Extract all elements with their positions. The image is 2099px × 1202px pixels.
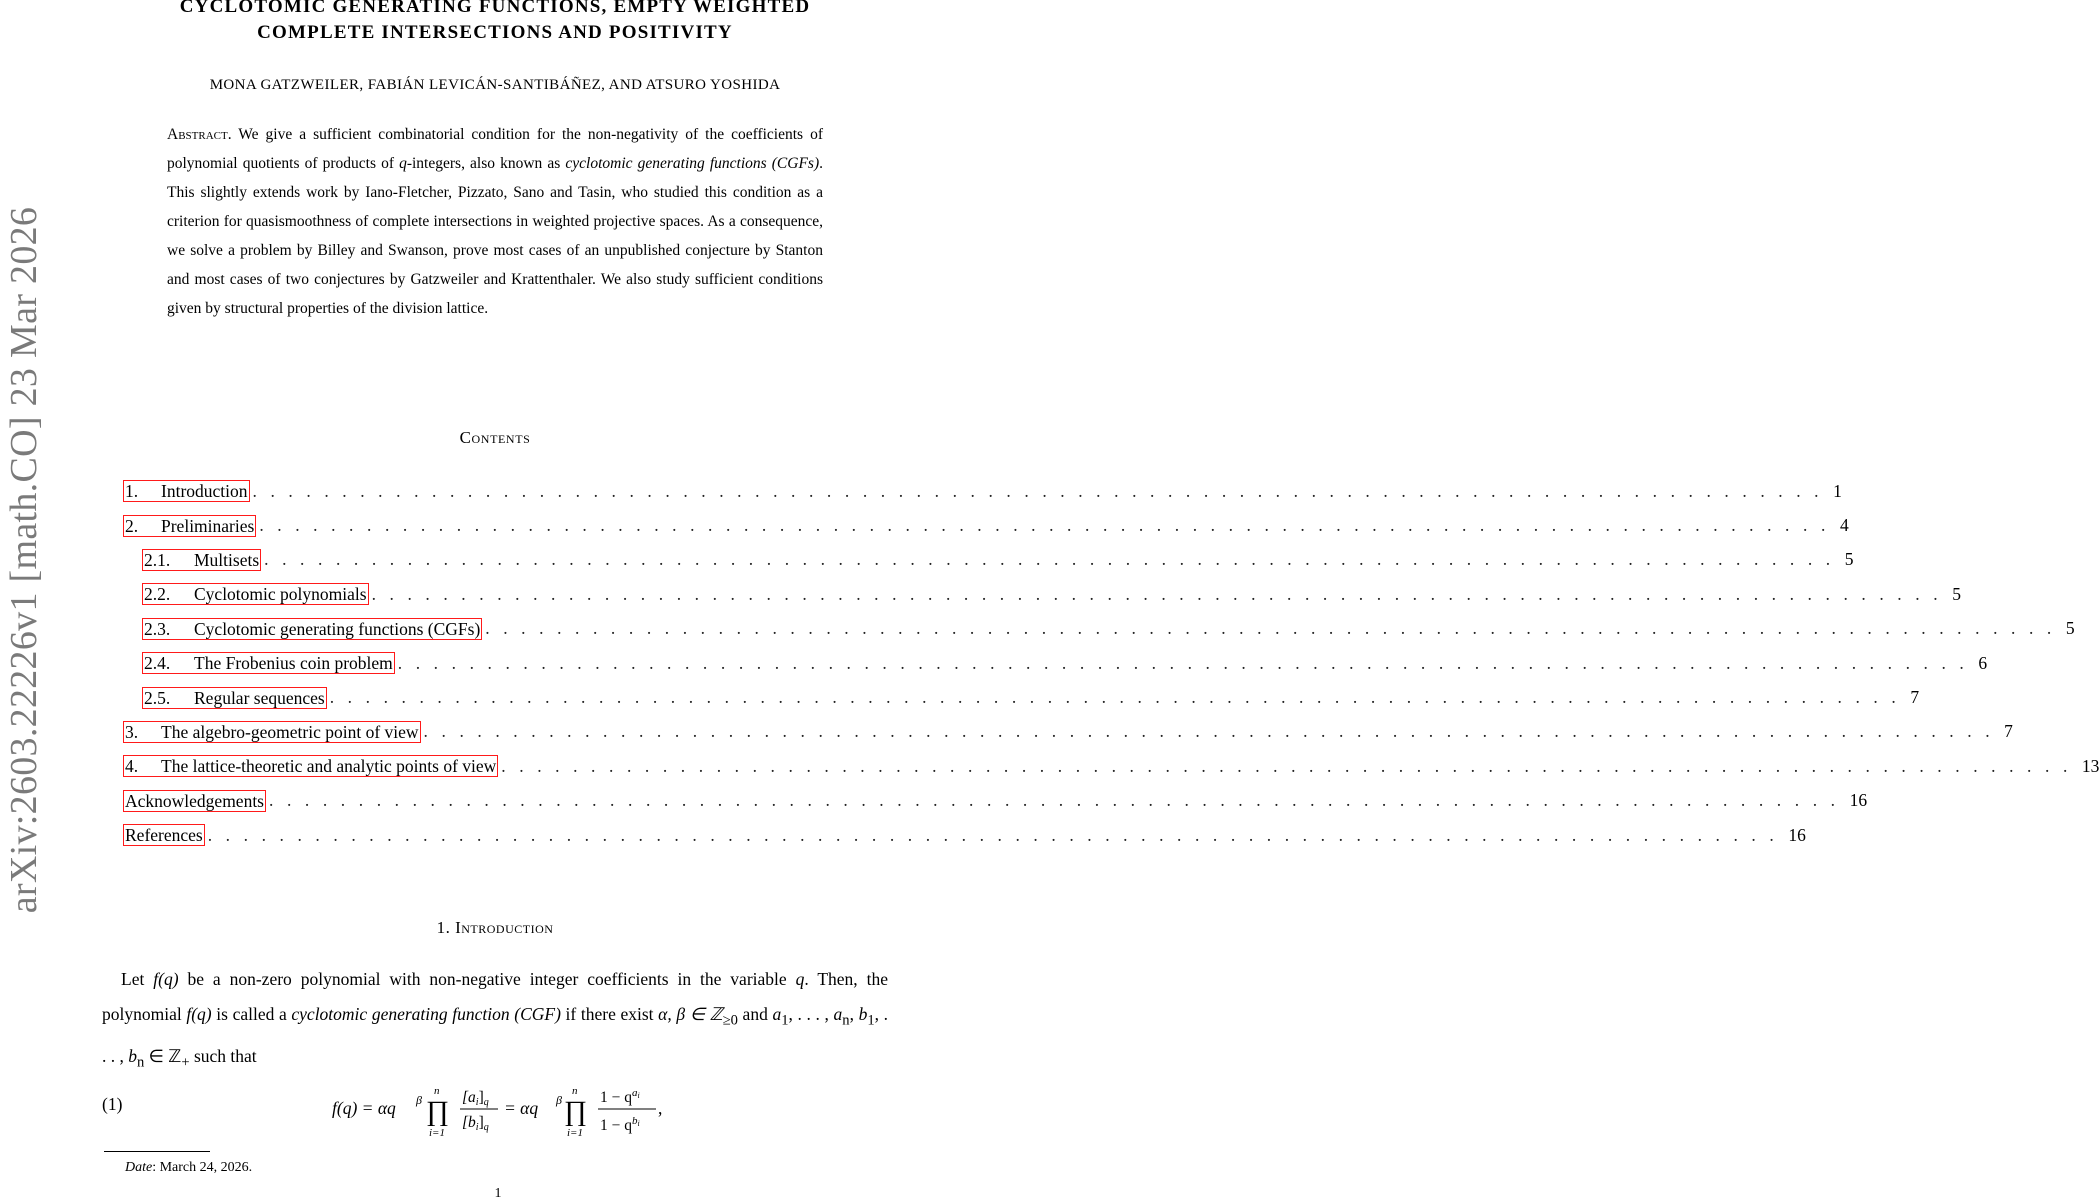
eq-product-symbol-2: ∏	[564, 1096, 588, 1127]
equation-label: (1)	[102, 1094, 123, 1114]
eq-numerator-2: $1 - q^ai$	[600, 1087, 640, 1106]
intro-math: b	[128, 1045, 137, 1066]
dot-leader: . . . . . . . . . . . . . . . . . . . . . . . . . . . . . . . . . . . . . . . . . . . . . . . . . . . . . . . . . . . . . . . . . . . . . . . . . . . . . . . . . . . . . . . .	[501, 755, 2072, 776]
toc-link-references[interactable]	[123, 824, 205, 846]
eq-product-symbol: ∏	[426, 1096, 450, 1127]
abstract-text-b: -integers, also known as	[406, 155, 566, 172]
intro-math: , . . . ,	[102, 1004, 889, 1066]
toc-link-multisets[interactable]	[142, 549, 261, 571]
toc-row	[123, 577, 1961, 611]
arxiv-identifier: arXiv:2603.22226v1 [math.CO] 23 Mar 2026	[3, 206, 45, 914]
toc-title: References	[125, 825, 203, 846]
toc-page-number: 1	[1833, 480, 1842, 501]
footnote-date	[125, 1160, 252, 1176]
eq-comma: ,	[658, 1098, 663, 1118]
paper-title-line-1: CYCLOTOMIC GENERATING FUNCTIONS, EMPTY WEIGHTED	[179, 0, 811, 17]
dot-leader: . . . . . . . . . . . . . . . . . . . . . . . . . . . . . . . . . . . . . . . . . . . . . . . . . . . . . . . . . . . . . . . . . . . . . . . . . . . . . . . . . . . . . . . .	[485, 618, 2056, 639]
abstract-text-c: . This slightly extends work by Iano-Fletcher, Pizzato, Sano and Tasin, who studied this condition as a criterion for quasismoothness of complete intersections in weighted projective spaces. As a consequence, we solve a problem by Billey and Swanson, prove most cases of an unpublished conjecture by Stanton and most cases of two conjectures by Gatzweiler and Krattenthaler. We also study sufficient conditions given by structural properties of the division lattice.	[167, 155, 823, 317]
toc-row	[123, 818, 1806, 852]
toc-page-number: 5	[2065, 618, 2075, 639]
section-title: Introduction	[455, 918, 554, 937]
toc-title: Regular sequences	[194, 687, 325, 708]
section-number: 1.	[436, 918, 451, 937]
intro-text: is called a	[211, 1004, 292, 1024]
intro-math-sub: +	[181, 1054, 190, 1070]
toc-title: Cyclotomic polynomials	[194, 584, 367, 605]
dot-leader: . . . . . . . . . . . . . . . . . . . . . . . . . . . . . . . . . . . . . . . . . . . . . . . . . . . . . . . . . . . . . . . . . . . . . . . . . . . . . . . . . . . . . . . .	[259, 515, 1830, 536]
eq-denominator-1: [bi]q	[462, 1114, 489, 1133]
toc-number: 2.3.	[144, 618, 171, 639]
toc-number: 4.	[125, 756, 139, 777]
eq-middle: = αq	[504, 1098, 539, 1118]
footnote-rule	[104, 1151, 210, 1152]
toc-title: Acknowledgements	[125, 790, 264, 811]
dot-leader: . . . . . . . . . . . . . . . . . . . . . . . . . . . . . . . . . . . . . . . . . . . . . . . . . . . . . . . . . . . . . . . . . . . . . . . . . . . . . . . . . . . . . . . .	[264, 549, 1835, 570]
toc-title: Preliminaries	[161, 515, 255, 536]
eq-beta-exponent: β	[416, 1093, 422, 1107]
toc-title: The algebro-geometric point of view	[161, 721, 419, 742]
toc-page-number: 7	[1910, 687, 1920, 708]
toc-row	[123, 680, 1920, 714]
eq-product-upper-2: n	[572, 1085, 578, 1097]
toc-link-introduction[interactable]	[123, 480, 250, 502]
eq-lhs: f(q) = αq	[332, 1098, 396, 1118]
abstract-cgf-term: cyclotomic generating functions (CGFs)	[565, 155, 820, 172]
toc-link-lattice-theoretic[interactable]	[123, 755, 498, 777]
toc-row	[123, 508, 1849, 542]
intro-math: f(q)	[153, 969, 179, 989]
toc-link-cyclotomic-polynomials[interactable]	[142, 583, 369, 605]
toc-number: 3.	[125, 721, 139, 742]
intro-math-sub: 1	[867, 1012, 875, 1029]
eq-product-lower: i=1	[429, 1127, 445, 1139]
toc-row	[123, 784, 1868, 818]
intro-text: . Then, the polynomial	[102, 969, 888, 1024]
section-heading-introduction	[100, 918, 890, 938]
intro-math: a	[833, 1004, 843, 1024]
toc-link-frobenius-coin-problem[interactable]	[142, 652, 395, 674]
table-of-contents	[123, 474, 2099, 852]
toc-number: 2.	[125, 515, 139, 536]
toc-row	[123, 749, 2099, 783]
intro-math: ∈ ℤ	[144, 1045, 182, 1066]
equation-formula	[332, 1086, 772, 1146]
toc-page-number: 5	[1952, 583, 1961, 604]
eq-denominator-2: $1 - q^bi$	[600, 1115, 640, 1134]
eq-numerator-1: [ai]q	[462, 1089, 489, 1108]
toc-title: The Frobenius coin problem	[194, 653, 393, 674]
toc-page-number: 16	[1788, 824, 1806, 845]
toc-row	[123, 612, 2075, 646]
intro-math-sub: ≥0	[722, 1012, 738, 1029]
toc-number: 2.2.	[144, 584, 171, 605]
intro-math: a	[772, 1004, 782, 1024]
equation-1	[102, 1086, 888, 1146]
toc-link-cgfs[interactable]	[142, 618, 482, 640]
toc-row	[123, 543, 1854, 577]
abstract-text-a: We give a sufficient combinatorial condition for the non-negativity of the coefficients of polynomial quotients of products of	[167, 126, 823, 172]
toc-title: Cyclotomic generating functions (CGFs)	[194, 618, 481, 639]
dot-leader: . . . . . . . . . . . . . . . . . . . . . . . . . . . . . . . . . . . . . . . . . . . . . . . . . . . . . . . . . . . . . . . . . . . . . . . . . . . . . . . . . . . . . . . .	[329, 687, 1901, 708]
intro-math: ,	[849, 1004, 859, 1024]
intro-math: q	[795, 969, 805, 989]
toc-link-regular-sequences[interactable]	[142, 687, 327, 709]
toc-title: Introduction	[161, 481, 248, 502]
paper-title-line-2: COMPLETE INTERSECTIONS AND POSITIVITY	[257, 22, 733, 43]
toc-page-number: 6	[1978, 652, 1988, 673]
intro-math: α, β ∈ ℤ	[658, 1004, 723, 1024]
introduction-paragraph	[102, 962, 888, 1080]
dot-leader: . . . . . . . . . . . . . . . . . . . . . . . . . . . . . . . . . . . . . . . . . . . . . . . . . . . . . . . . . . . . . . . . . . . . . . . . . . . . . . . . . . . . . . . .	[252, 480, 1824, 501]
toc-number: 1.	[125, 481, 139, 502]
abstract-q-symbol: q	[399, 155, 407, 172]
intro-text: if there exist	[560, 1004, 659, 1024]
toc-page-number: 16	[1849, 790, 1868, 811]
intro-text: such that	[189, 1045, 257, 1066]
contents-heading: Contents	[459, 428, 531, 447]
toc-number: 2.1.	[144, 549, 171, 570]
intro-math-sub: n	[137, 1054, 145, 1070]
dot-leader: . . . . . . . . . . . . . . . . . . . . . . . . . . . . . . . . . . . . . . . . . . . . . . . . . . . . . . . . . . . . . . . . . . . . . . . . . . . . . . . . . . . . . . . .	[371, 583, 1943, 604]
intro-math: f(q)	[186, 1004, 212, 1024]
paper-title	[100, 0, 890, 46]
page-number: 1	[494, 1186, 502, 1201]
intro-text: be a non-zero polynomial with non-negative integer coefficients in the variable	[178, 969, 796, 989]
dot-leader: . . . . . . . . . . . . . . . . . . . . . . . . . . . . . . . . . . . . . . . . . . . . . . . . . . . . . . . . . . . . . . . . . . . . . . . . . . . . . . . . . . . . . . . .	[423, 721, 1995, 742]
footnote-text: : March 24, 2026.	[152, 1160, 253, 1175]
toc-number: 2.5.	[144, 687, 171, 708]
toc-page-number: 7	[2004, 721, 2013, 742]
toc-title: The lattice-theoretic and analytic points of view	[161, 756, 497, 777]
toc-link-acknowledgements[interactable]	[123, 790, 266, 812]
toc-number: 2.4.	[144, 653, 171, 674]
intro-text: Let	[121, 969, 154, 989]
intro-text: and	[737, 1004, 773, 1024]
toc-link-algebro-geometric[interactable]	[123, 721, 421, 743]
intro-cgf-term: cyclotomic generating function (CGF)	[291, 1004, 561, 1024]
author-list: MONA GATZWEILER, FABIÁN LEVICÁN-SANTIBÁÑEZ, AND ATSURO YOSHIDA	[209, 77, 781, 93]
toc-page-number: 13	[2081, 755, 2099, 776]
toc-link-preliminaries[interactable]	[123, 515, 256, 537]
intro-math-sub: n	[842, 1012, 850, 1029]
dot-leader: . . . . . . . . . . . . . . . . . . . . . . . . . . . . . . . . . . . . . . . . . . . . . . . . . . . . . . . . . . . . . . . . . . . . . . . . . . . . . . . . . . . . . . . .	[269, 790, 1840, 811]
intro-math: , . . . ,	[788, 1004, 834, 1024]
toc-page-number: 5	[1844, 549, 1854, 570]
footnote-label: Date	[125, 1160, 153, 1175]
toc-row	[123, 646, 1988, 680]
dot-leader: . . . . . . . . . . . . . . . . . . . . . . . . . . . . . . . . . . . . . . . . . . . . . . . . . . . . . . . . . . . . . . . . . . . . . . . . . . . . . . . . . . . . . . . .	[397, 652, 1969, 673]
abstract	[167, 120, 823, 323]
eq-product-upper: n	[434, 1085, 440, 1097]
toc-title: Multisets	[194, 549, 260, 570]
intro-math: b	[858, 1004, 868, 1024]
eq-beta-exponent-2: β	[556, 1093, 562, 1107]
toc-row	[123, 715, 2013, 749]
intro-math-sub: 1	[781, 1012, 789, 1029]
arxiv-identifier-margin	[0, 0, 48, 1200]
abstract-label: Abstract.	[167, 126, 232, 143]
toc-row	[123, 474, 1842, 508]
eq-product-lower-2: i=1	[567, 1127, 583, 1139]
toc-page-number: 4	[1839, 515, 1849, 536]
dot-leader: . . . . . . . . . . . . . . . . . . . . . . . . . . . . . . . . . . . . . . . . . . . . . . . . . . . . . . . . . . . . . . . . . . . . . . . . . . . . . . . . . . . . . . . .	[207, 824, 1779, 845]
